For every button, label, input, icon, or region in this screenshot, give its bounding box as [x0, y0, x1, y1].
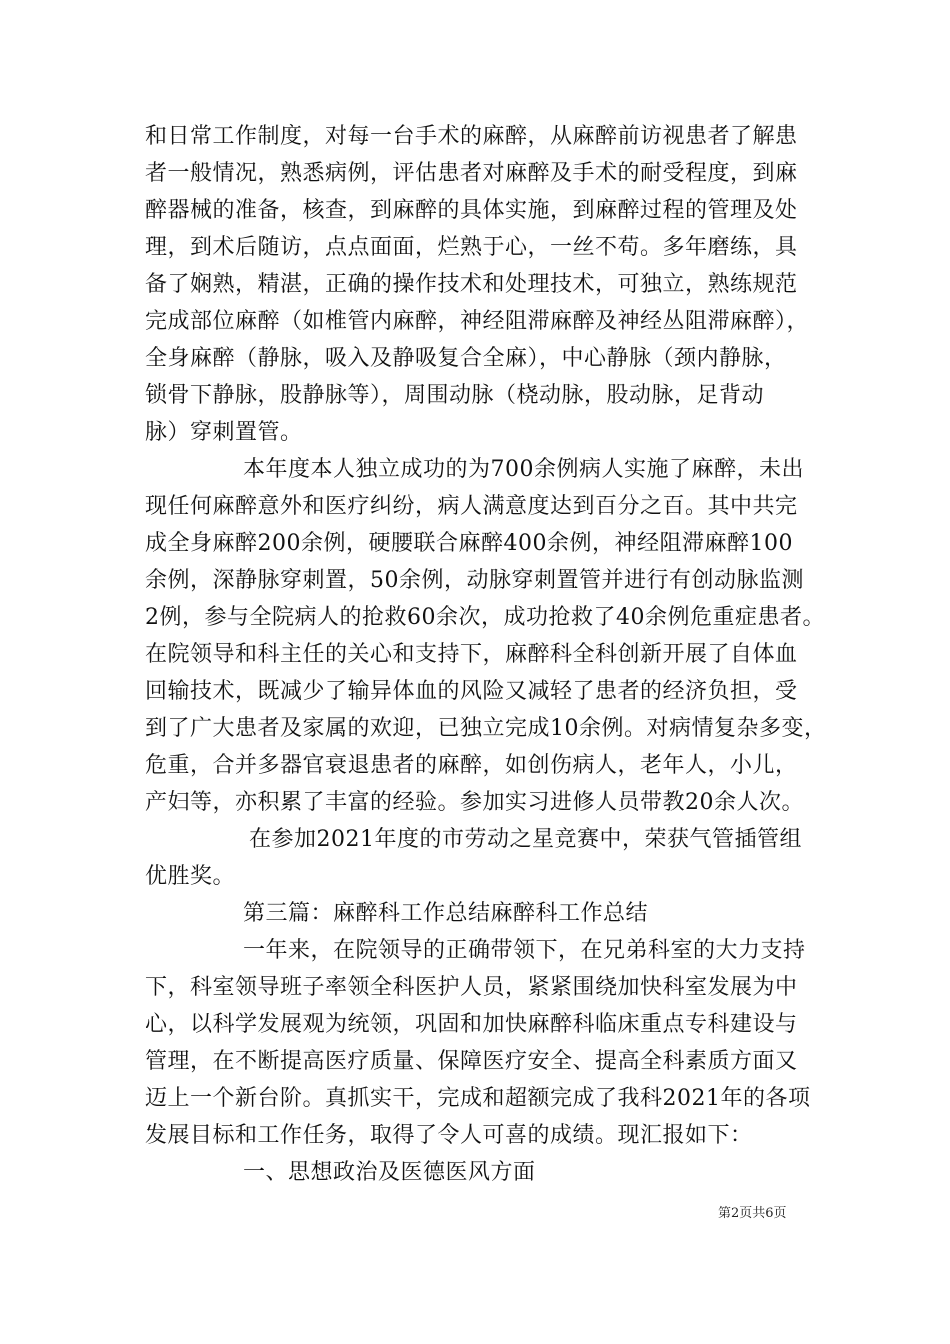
text-line: 发展目标和工作任务，取得了令人可喜的成绩。现汇报如下：: [145, 1123, 753, 1148]
text-line: 余例，深静脉穿刺置，50余例，动脉穿刺置管并进行有创动脉监测: [145, 568, 804, 593]
text-line: 产妇等，亦积累了丰富的经验。参加实习进修人员带教20余人次。: [145, 790, 804, 815]
text-line: 理，到术后随访，点点面面，烂熟于心，一丝不苟。多年磨练，具: [145, 235, 798, 260]
text-line: 下，科室领导班子率领全科医护人员，紧紧围绕加快科室发展为中: [145, 975, 798, 1000]
paragraph-start-line: 一年来，在院领导的正确带领下，在兄弟科室的大力支持: [243, 938, 806, 963]
text-line: 回输技术，既减少了输异体血的风险又减轻了患者的经济负担，受: [145, 679, 798, 704]
text-line: 迈上一个新台阶。真抓实干，完成和超额完成了我科2021年的各项: [145, 1086, 811, 1111]
text-line: 和日常工作制度，对每一台手术的麻醉，从麻醉前访视患者了解患: [145, 124, 798, 149]
text-line: 全身麻醉（静脉，吸入及静吸复合全麻），中心静脉（颈内静脉，: [145, 346, 787, 371]
page-number-footer: 第2页共6页: [718, 1206, 787, 1221]
text-line: 醉器械的准备，核查，到麻醉的具体实施，到麻醉过程的管理及处: [145, 198, 798, 223]
text-line: 成全身麻醉200余例，硬腰联合麻醉400余例，神经阻滞麻醉100: [145, 531, 793, 556]
text-line: 脉）穿刺置管。: [145, 420, 303, 445]
paragraph-start-line: 在参加2021年度的市劳动之星竞赛中，荣获气管插管组: [249, 827, 802, 852]
text-line: 优胜奖。: [145, 864, 236, 889]
text-line: 现任何麻醉意外和医疗纠纷，病人满意度达到百分之百。其中共完: [145, 494, 798, 519]
text-line: 锁骨下静脉，股静脉等），周围动脉（桡动脉，股动脉，足背动: [145, 383, 765, 408]
text-line: 2例，参与全院病人的抢救60余次，成功抢救了40余例危重症患者。: [145, 605, 825, 630]
subsection-heading: 一、思想政治及医德医风方面: [243, 1160, 536, 1185]
text-line: 危重，合并多器官衰退患者的麻醉，如创伤病人，老年人，小儿，: [145, 753, 798, 778]
text-line: 管理，在不断提高医疗质量、保障医疗安全、提高全科素质方面又: [145, 1049, 798, 1074]
text-line: 在院领导和科主任的关心和支持下，麻醉科全科创新开展了自体血: [145, 642, 798, 667]
text-line: 备了娴熟，精湛，正确的操作技术和处理技术，可独立，熟练规范: [145, 272, 798, 297]
section-heading: 第三篇：麻醉科工作总结麻醉科工作总结: [243, 901, 649, 926]
paragraph-start-line: 本年度本人独立成功的为700余例病人实施了麻醉，未出: [243, 457, 804, 482]
text-line: 到了广大患者及家属的欢迎，已独立完成10余例。对病情复杂多变，: [145, 716, 827, 741]
text-line: 完成部位麻醉（如椎管内麻醉，神经阻滞麻醉及神经丛阻滞麻醉），: [145, 309, 810, 334]
text-line: 心，以科学发展观为统领，巩固和加快麻醉科临床重点专科建设与: [145, 1012, 798, 1037]
text-line: 者一般情况，熟悉病例，评估患者对麻醉及手术的耐受程度，到麻: [145, 161, 798, 186]
